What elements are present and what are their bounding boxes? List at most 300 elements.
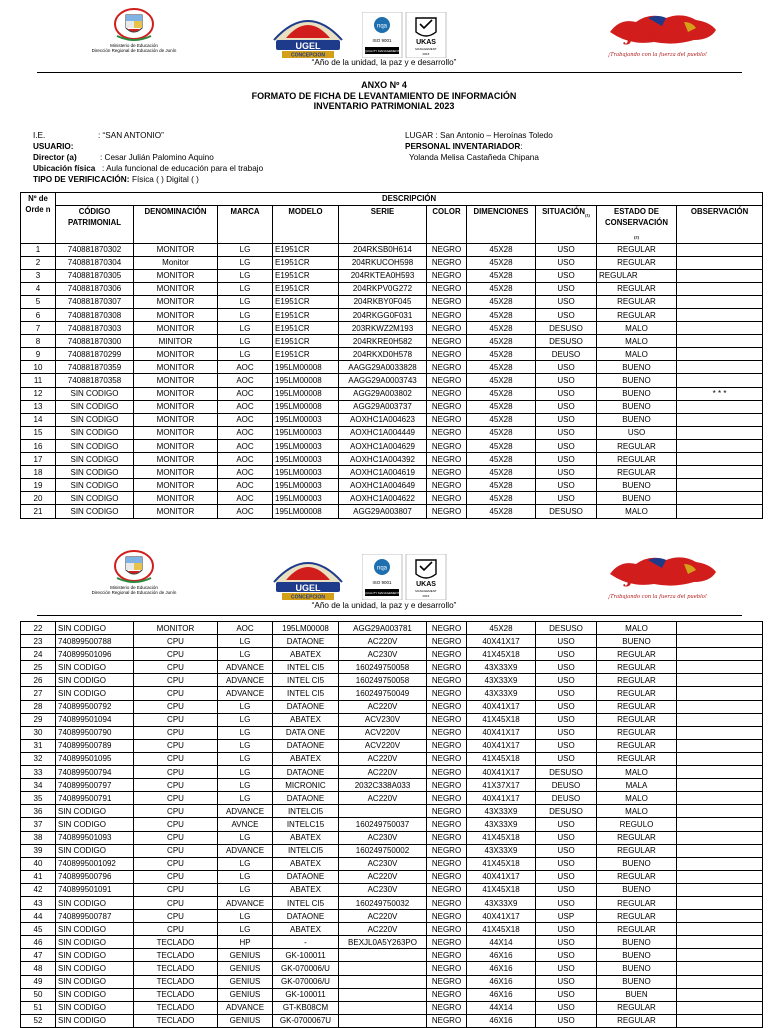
cell-serie: 204RKTEA0H593 — [339, 269, 427, 282]
cell-serie: AOXHC1A004622 — [339, 492, 427, 505]
cell-serie: AAGG29A0033828 — [339, 361, 427, 374]
header-modelo: MODELO — [273, 206, 339, 244]
cell-serie: 204RKXD0H578 — [339, 348, 427, 361]
lugar-label: LUGAR : San Antonio – Heroínas Toledo — [405, 131, 553, 140]
cell-marca: AOC — [218, 400, 273, 413]
junin-slogan: ¡Trabajando con la fuerza del pueblo! — [608, 52, 707, 58]
cell-marca: LG — [218, 779, 273, 792]
junin-brand: Junín — [626, 26, 681, 46]
cell-codigo: 740899500787 — [56, 910, 134, 923]
personal-label-colon: : — [520, 142, 523, 151]
cell-estado: BUENO — [597, 400, 677, 413]
cell-color: NEGRO — [427, 975, 467, 988]
table-row — [21, 739, 763, 752]
cell-order: 1 — [21, 243, 56, 256]
cell-estado: MALA — [597, 779, 677, 792]
table-row — [21, 923, 763, 936]
cell-observacion — [677, 309, 763, 322]
cell-dimenciones: 40X41X17 — [467, 910, 536, 923]
cell-order: 35 — [21, 792, 56, 805]
cell-modelo: GK-100011 — [273, 988, 339, 1001]
cell-modelo: GK-070006/U — [273, 975, 339, 988]
table-row — [21, 726, 763, 739]
cell-dimenciones: 46X16 — [467, 1014, 536, 1027]
cell-estado: REGULAR — [597, 269, 677, 282]
cell-dimenciones: 40X41X17 — [467, 700, 536, 713]
cell-denominacion: CPU — [134, 766, 218, 779]
cell-denominacion: MONITOR — [134, 453, 218, 466]
peru-shield-icon — [113, 550, 155, 584]
cell-estado: USO — [597, 426, 677, 439]
inventory-table-page-1 — [20, 192, 763, 519]
cell-observacion — [677, 243, 763, 256]
table-row — [21, 805, 763, 818]
cell-dimenciones: 43X33X9 — [467, 818, 536, 831]
table-row — [21, 661, 763, 674]
header-order: Nº de Orde n — [21, 193, 56, 244]
cell-codigo: SIN CODIGO — [56, 844, 134, 857]
table-row — [21, 295, 763, 308]
cell-observacion — [677, 844, 763, 857]
cell-color: NEGRO — [427, 269, 467, 282]
cell-marca: ADVANCE — [218, 844, 273, 857]
cell-situacion: USO — [536, 426, 597, 439]
cell-modelo: E1951CR — [273, 348, 339, 361]
table-row — [21, 479, 763, 492]
junin-brand: Junín — [626, 568, 681, 588]
cell-denominacion: CPU — [134, 910, 218, 923]
cell-marca: AOC — [218, 466, 273, 479]
cell-dimenciones: 45X28 — [467, 309, 536, 322]
cell-codigo: SIN CODIGO — [56, 505, 134, 518]
header-rule-1 — [37, 72, 742, 73]
cell-marca: HP — [218, 936, 273, 949]
cell-serie: 204RKBY0F045 — [339, 295, 427, 308]
cell-color: NEGRO — [427, 400, 467, 413]
cell-estado: REGULAR — [597, 453, 677, 466]
cell-marca: AVNCE — [218, 818, 273, 831]
cell-denominacion: MONITOR — [134, 309, 218, 322]
cell-codigo: 740899500792 — [56, 700, 134, 713]
cell-denominacion: CPU — [134, 635, 218, 648]
cell-estado: REGULAR — [597, 1014, 677, 1027]
cell-color: NEGRO — [427, 713, 467, 726]
cell-situacion: USO — [536, 269, 597, 282]
cell-situacion: USO — [536, 870, 597, 883]
cell-marca: GENIUS — [218, 949, 273, 962]
cell-marca: ADVANCE — [218, 687, 273, 700]
cell-estado: BUENO — [597, 361, 677, 374]
cell-denominacion: MONITOR — [134, 322, 218, 335]
cell-dimenciones: 41X45X18 — [467, 923, 536, 936]
cell-color: NEGRO — [427, 322, 467, 335]
cell-color: NEGRO — [427, 387, 467, 400]
cell-estado: REGULAR — [597, 674, 677, 687]
cell-situacion: DESUSO — [536, 805, 597, 818]
cell-serie — [339, 949, 427, 962]
ugel-text: UGEL — [295, 583, 321, 593]
cell-situacion: USO — [536, 752, 597, 765]
cell-modelo: ABATEX — [273, 857, 339, 870]
cell-color: NEGRO — [427, 687, 467, 700]
peru-shield-icon — [113, 8, 155, 42]
cell-marca: AOC — [218, 361, 273, 374]
cell-denominacion: MONITOR — [134, 439, 218, 452]
cell-situacion: USO — [536, 282, 597, 295]
cell-situacion: USP — [536, 910, 597, 923]
cell-order: 17 — [21, 453, 56, 466]
cell-observacion — [677, 975, 763, 988]
cell-denominacion: TECLADO — [134, 936, 218, 949]
cell-denominacion: CPU — [134, 857, 218, 870]
cell-serie: AGG29A003781 — [339, 622, 427, 635]
table-row — [21, 348, 763, 361]
cell-observacion — [677, 988, 763, 1001]
cell-codigo: SIN CODIGO — [56, 413, 134, 426]
cell-situacion: USO — [536, 818, 597, 831]
cell-color: NEGRO — [427, 700, 467, 713]
cell-modelo: DATAONE — [273, 792, 339, 805]
cell-serie — [339, 805, 427, 818]
cell-dimenciones: 45X28 — [467, 335, 536, 348]
cell-denominacion: CPU — [134, 661, 218, 674]
cell-color: NEGRO — [427, 805, 467, 818]
cell-denominacion: CPU — [134, 883, 218, 896]
cell-observacion — [677, 687, 763, 700]
cell-serie: AC220V — [339, 700, 427, 713]
cell-color: NEGRO — [427, 1014, 467, 1027]
cell-serie: AC220V — [339, 910, 427, 923]
cell-dimenciones: 45X28 — [467, 413, 536, 426]
ukas-sub: MANAGEMENT — [415, 47, 437, 51]
tipo-label: TIPO DE VERIFICACIÓN: — [33, 175, 130, 184]
cell-serie: AC230V — [339, 831, 427, 844]
cell-order: 12 — [21, 387, 56, 400]
cell-dimenciones: 44X14 — [467, 936, 536, 949]
cell-dimenciones: 43X33X9 — [467, 687, 536, 700]
cell-estado: BUENO — [597, 857, 677, 870]
cell-denominacion: MONITOR — [134, 269, 218, 282]
table-row — [21, 831, 763, 844]
cell-codigo: 740881870307 — [56, 295, 134, 308]
cell-situacion: USO — [536, 635, 597, 648]
cell-codigo: 740881870359 — [56, 361, 134, 374]
cell-codigo: SIN CODIGO — [56, 466, 134, 479]
cell-estado: REGULAR — [597, 256, 677, 269]
cell-dimenciones: 43X33X9 — [467, 844, 536, 857]
cell-modelo: 195LM00003 — [273, 466, 339, 479]
cell-situacion: USO — [536, 674, 597, 687]
cell-modelo: DATA ONE — [273, 726, 339, 739]
cell-order: 37 — [21, 818, 56, 831]
cell-observacion — [677, 505, 763, 518]
cell-color: NEGRO — [427, 426, 467, 439]
cell-observacion — [677, 361, 763, 374]
cell-modelo: INTEL CI5 — [273, 896, 339, 909]
cell-color: NEGRO — [427, 661, 467, 674]
cell-marca: ADVANCE — [218, 661, 273, 674]
cell-order: 36 — [21, 805, 56, 818]
cell-estado: REGULAR — [597, 910, 677, 923]
cell-situacion: USO — [536, 361, 597, 374]
form-subtitle: INVENTARIO PATRIMONIAL 2023 — [313, 101, 455, 111]
cell-observacion — [677, 792, 763, 805]
cell-codigo: SIN CODIGO — [56, 492, 134, 505]
cell-dimenciones: 46X16 — [467, 962, 536, 975]
header-estado — [597, 206, 677, 244]
cell-modelo: 195LM00003 — [273, 479, 339, 492]
cell-estado: REGULAR — [597, 466, 677, 479]
cell-codigo: 740899500791 — [56, 792, 134, 805]
cell-estado: REGULAR — [597, 700, 677, 713]
cell-denominacion: MONITOR — [134, 282, 218, 295]
cell-marca: LG — [218, 335, 273, 348]
cell-order: 52 — [21, 1014, 56, 1027]
cell-marca: LG — [218, 635, 273, 648]
cell-modelo: 195LM00003 — [273, 439, 339, 452]
cell-estado: REGULAR — [597, 648, 677, 661]
cell-order: 25 — [21, 661, 56, 674]
usuario-label: USUARIO: — [33, 142, 74, 151]
cell-serie: AGG29A003807 — [339, 505, 427, 518]
cell-modelo: INTELCI5 — [273, 844, 339, 857]
cell-observacion — [677, 453, 763, 466]
cell-dimenciones: 45X28 — [467, 453, 536, 466]
cell-codigo: 740899500788 — [56, 635, 134, 648]
cell-color: NEGRO — [427, 635, 467, 648]
cell-dimenciones: 40X41X17 — [467, 739, 536, 752]
cell-situacion: USO — [536, 1014, 597, 1027]
cell-order: 44 — [21, 910, 56, 923]
cell-denominacion: Monitor — [134, 256, 218, 269]
cell-denominacion: MONITOR — [134, 295, 218, 308]
cell-observacion — [677, 466, 763, 479]
cell-modelo: E1951CR — [273, 243, 339, 256]
cell-order: 51 — [21, 1001, 56, 1014]
cell-situacion: USO — [536, 309, 597, 322]
cell-marca: GENIUS — [218, 975, 273, 988]
ministry-logo — [85, 550, 183, 595]
cell-situacion: USO — [536, 387, 597, 400]
cell-observacion — [677, 739, 763, 752]
cell-marca: LG — [218, 243, 273, 256]
cell-denominacion: CPU — [134, 779, 218, 792]
cell-color: NEGRO — [427, 413, 467, 426]
cell-codigo: 740881870302 — [56, 243, 134, 256]
cell-codigo: 740881870358 — [56, 374, 134, 387]
cell-serie — [339, 1001, 427, 1014]
cell-situacion: USO — [536, 243, 597, 256]
header-estado-note: (2) — [634, 234, 639, 240]
cell-estado: REGULAR — [597, 752, 677, 765]
cell-marca: ADVANCE — [218, 1001, 273, 1014]
cell-color: NEGRO — [427, 844, 467, 857]
ugel-sub: CONCEPCION — [291, 52, 325, 59]
cell-estado: BUENO — [597, 949, 677, 962]
cell-denominacion: MINITOR — [134, 335, 218, 348]
cell-serie: AOXHC1A004629 — [339, 439, 427, 452]
cell-denominacion: CPU — [134, 870, 218, 883]
cell-dimenciones: 45X28 — [467, 622, 536, 635]
cell-marca: LG — [218, 269, 273, 282]
cell-observacion — [677, 700, 763, 713]
cell-order: 23 — [21, 635, 56, 648]
cell-estado: MALO — [597, 792, 677, 805]
cell-codigo: 740899501096 — [56, 648, 134, 661]
cell-dimenciones: 45X28 — [467, 387, 536, 400]
cell-dimenciones: 46X16 — [467, 975, 536, 988]
cell-modelo: 195LM00003 — [273, 413, 339, 426]
cell-situacion: USO — [536, 687, 597, 700]
header-estado-label: ESTADO DE CONSERVACIÓN — [605, 207, 668, 227]
cell-order: 11 — [21, 374, 56, 387]
motto-2: “Año de la unidad, la paz y e desarrollo” — [311, 601, 457, 610]
cell-dimenciones: 41X45X18 — [467, 883, 536, 896]
cell-marca: LG — [218, 831, 273, 844]
cell-codigo: 740899500797 — [56, 779, 134, 792]
cell-modelo: DATAONE — [273, 766, 339, 779]
cell-modelo: 195LM00003 — [273, 492, 339, 505]
cell-color: NEGRO — [427, 309, 467, 322]
cell-codigo: 740899501095 — [56, 752, 134, 765]
table-row — [21, 466, 763, 479]
cell-modelo: GK-070006/U — [273, 962, 339, 975]
cell-serie: AC220V — [339, 766, 427, 779]
cell-serie: 204RKSB0H614 — [339, 243, 427, 256]
cell-modelo: E1951CR — [273, 309, 339, 322]
cell-observacion — [677, 269, 763, 282]
cell-modelo: GK-100011 — [273, 949, 339, 962]
cell-situacion: USO — [536, 726, 597, 739]
cell-estado: MALO — [597, 322, 677, 335]
cell-situacion: USO — [536, 661, 597, 674]
nqa-text: nqa — [376, 23, 388, 30]
cell-situacion: USO — [536, 857, 597, 870]
cell-observacion — [677, 1001, 763, 1014]
ukas-text: UKAS — [416, 39, 436, 46]
cell-marca: LG — [218, 766, 273, 779]
cell-estado: REGULAR — [597, 661, 677, 674]
header-situacion-note: (1) — [585, 212, 590, 218]
cell-order: 41 — [21, 870, 56, 883]
table-row — [21, 622, 763, 635]
cell-denominacion: CPU — [134, 700, 218, 713]
quality-text: QUALITY MANAGEMENT — [364, 49, 400, 53]
cell-color: NEGRO — [427, 295, 467, 308]
cell-dimenciones: 45X28 — [467, 295, 536, 308]
cell-color: NEGRO — [427, 739, 467, 752]
cell-observacion — [677, 322, 763, 335]
cell-codigo: 740899501093 — [56, 831, 134, 844]
cell-color: NEGRO — [427, 335, 467, 348]
cell-serie: 160249750002 — [339, 844, 427, 857]
table-row — [21, 505, 763, 518]
table-row — [21, 256, 763, 269]
cell-denominacion: TECLADO — [134, 962, 218, 975]
cell-observacion — [677, 256, 763, 269]
cell-serie: AOXHC1A004619 — [339, 466, 427, 479]
cell-serie: 160249750032 — [339, 896, 427, 909]
document-titles — [0, 80, 768, 112]
table-row — [21, 910, 763, 923]
cell-denominacion: TECLADO — [134, 1001, 218, 1014]
cell-codigo: SIN CODIGO — [56, 936, 134, 949]
ie-label: I.E. — [33, 131, 46, 140]
ugel-sub: CONCEPCION — [291, 594, 325, 601]
cell-modelo: INTELCI5 — [273, 805, 339, 818]
cell-marca: LG — [218, 322, 273, 335]
cell-serie: 160249750058 — [339, 674, 427, 687]
cell-modelo: E1951CR — [273, 322, 339, 335]
cell-denominacion: CPU — [134, 923, 218, 936]
cell-denominacion: MONITOR — [134, 243, 218, 256]
cell-dimenciones: 46X16 — [467, 988, 536, 1001]
cell-modelo: E1951CR — [273, 335, 339, 348]
cell-color: NEGRO — [427, 648, 467, 661]
nqa-text: nqa — [376, 565, 388, 572]
table-row — [21, 1014, 763, 1027]
table-row — [21, 282, 763, 295]
table-row — [21, 792, 763, 805]
cell-order: 49 — [21, 975, 56, 988]
cell-dimenciones: 45X28 — [467, 492, 536, 505]
cell-situacion: USO — [536, 492, 597, 505]
header-situacion — [536, 206, 597, 244]
cell-color: NEGRO — [427, 453, 467, 466]
cell-codigo: SIN CODIGO — [56, 949, 134, 962]
cell-modelo: DATAONE — [273, 700, 339, 713]
cell-order: 31 — [21, 739, 56, 752]
cell-modelo: DATAONE — [273, 870, 339, 883]
cell-observacion — [677, 1014, 763, 1027]
cell-dimenciones: 43X33X9 — [467, 674, 536, 687]
cell-denominacion: MONITOR — [134, 479, 218, 492]
cell-codigo: SIN CODIGO — [56, 1001, 134, 1014]
tipo-value: Física ( ) Digital ( ) — [132, 175, 199, 184]
cell-situacion: USO — [536, 1001, 597, 1014]
cell-color: NEGRO — [427, 831, 467, 844]
cell-observacion — [677, 910, 763, 923]
cell-estado: BUENO — [597, 387, 677, 400]
cell-dimenciones: 44X14 — [467, 1001, 536, 1014]
cell-order: 2 — [21, 256, 56, 269]
cell-color: NEGRO — [427, 792, 467, 805]
cell-situacion: USO — [536, 949, 597, 962]
cell-observacion — [677, 622, 763, 635]
ubicacion-label: Ubicación física — [33, 164, 96, 173]
cell-marca: LG — [218, 282, 273, 295]
cell-codigo: SIN CODIGO — [56, 896, 134, 909]
cell-observacion — [677, 805, 763, 818]
cell-situacion: USO — [536, 844, 597, 857]
cell-dimenciones: 43X33X9 — [467, 805, 536, 818]
cell-color: NEGRO — [427, 361, 467, 374]
table-row — [21, 674, 763, 687]
cell-codigo: 7408995001092 — [56, 857, 134, 870]
cell-situacion: USO — [536, 479, 597, 492]
table-row — [21, 453, 763, 466]
cell-order: 39 — [21, 844, 56, 857]
cell-serie: 204RKPV0G272 — [339, 282, 427, 295]
cell-order: 10 — [21, 361, 56, 374]
cell-situacion: USO — [536, 700, 597, 713]
cell-marca: LG — [218, 792, 273, 805]
iso-certification-logo — [362, 12, 448, 63]
cell-order: 26 — [21, 674, 56, 687]
cell-dimenciones: 45X28 — [467, 348, 536, 361]
cell-color: NEGRO — [427, 479, 467, 492]
cell-marca: LG — [218, 883, 273, 896]
